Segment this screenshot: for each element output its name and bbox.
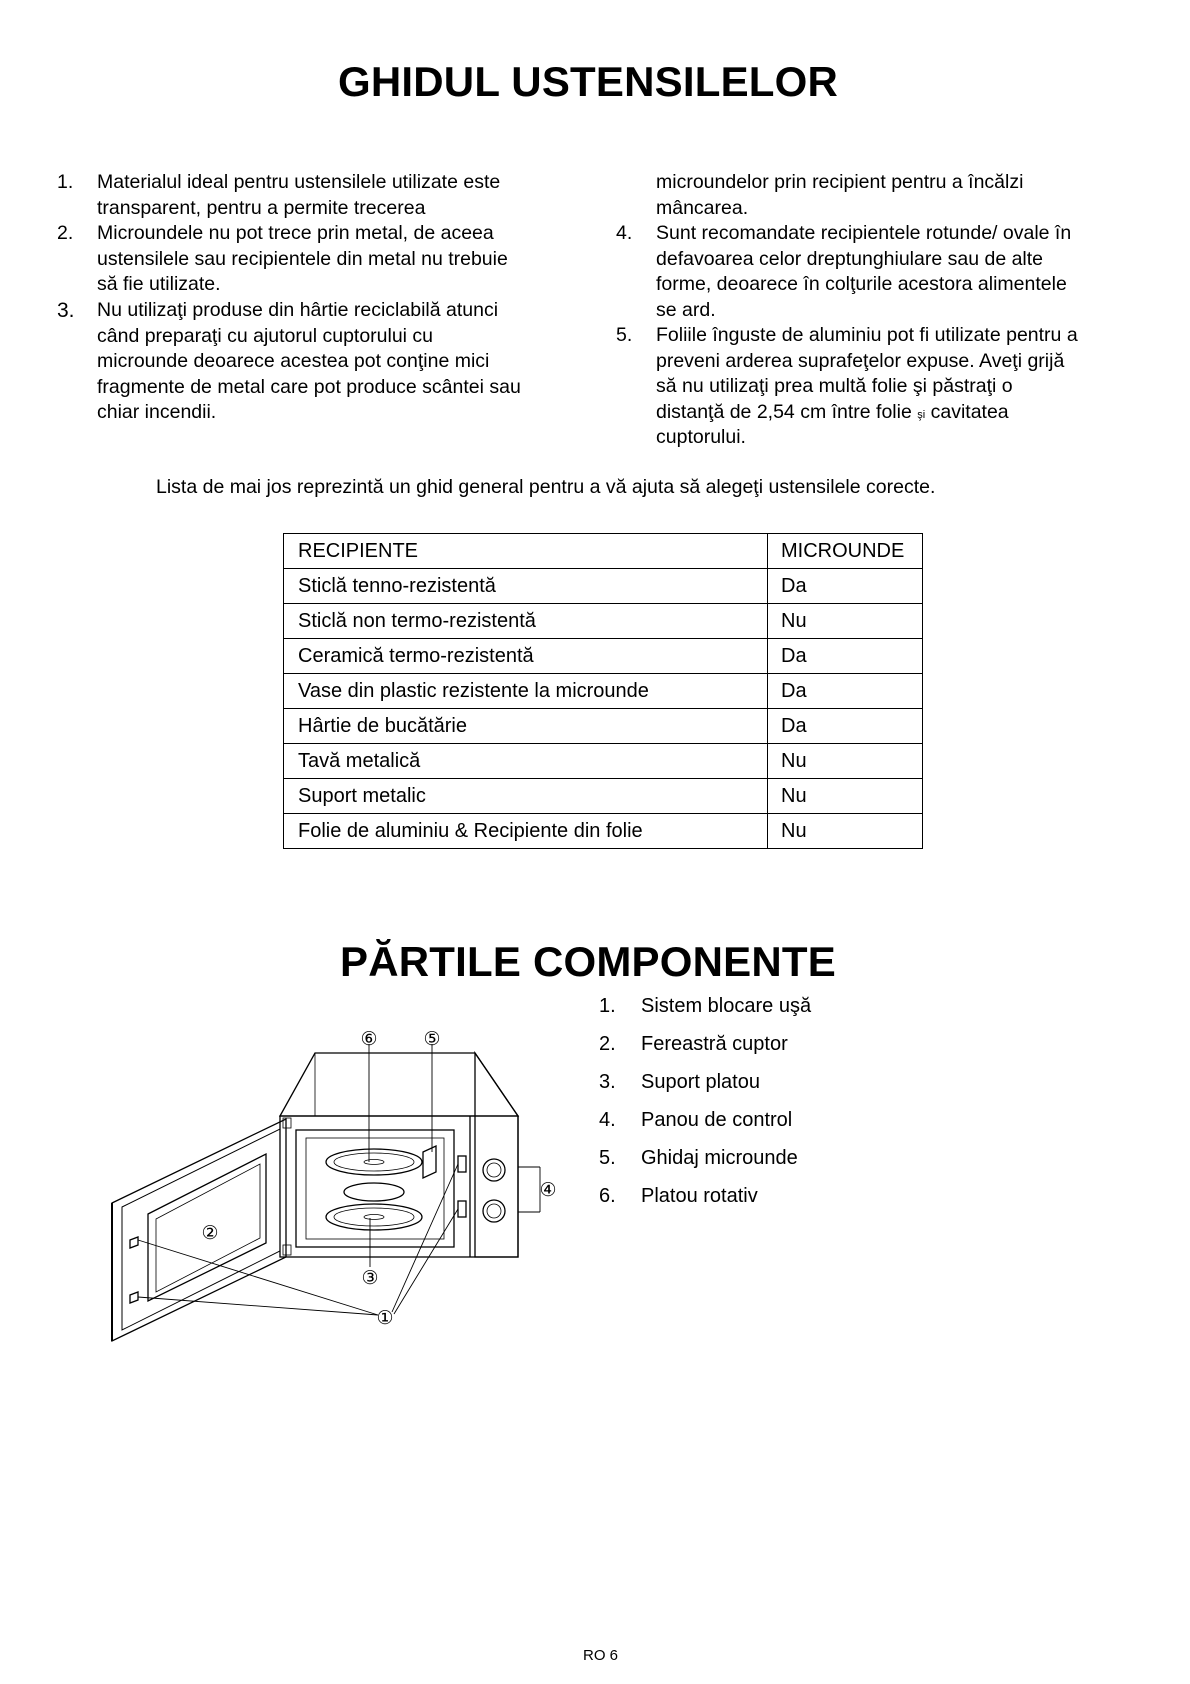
table-row: [284, 814, 923, 849]
guide-item-line: Sunt recomandate recipientele rotunde/ ovale în: [656, 222, 1072, 244]
part-number: 3.: [599, 1071, 616, 1093]
callout-5: ⑤: [423, 1028, 441, 1050]
microwave-diagram: [100, 1015, 570, 1345]
part-label: Ghidaj microunde: [641, 1147, 798, 1169]
guide-item-number: 2.: [57, 222, 74, 244]
part-label: Fereastră cuptor: [641, 1033, 788, 1055]
part-number: 2.: [599, 1033, 616, 1055]
guide-text-part: cavitatea: [925, 400, 1009, 423]
table-cell: Da: [768, 639, 923, 674]
part-label: Sistem blocare uşă: [641, 995, 812, 1017]
guide-item-line: se ard.: [656, 298, 716, 321]
door-lock-slot-top: [458, 1156, 466, 1172]
guide-item-line: cuptorului.: [656, 426, 746, 448]
guide-item-line: Foliile înguste de aluminiu pot fi utilizate pentru a: [656, 324, 1078, 346]
callout-1: ①: [376, 1307, 394, 1329]
part-label: Platou rotativ: [641, 1185, 758, 1207]
table-row: [284, 744, 923, 779]
microwave-top: [280, 1053, 518, 1116]
guide-item-line: să fie utilizate.: [97, 273, 221, 295]
table-header-row: [284, 534, 923, 569]
callout-4: ④: [539, 1179, 557, 1201]
guide-item-line: mâncarea.: [656, 196, 749, 219]
guide-item-line: transparent, pentru a permite trecerea: [97, 196, 426, 219]
table-cell: Folie de aluminiu & Recipiente din folie: [284, 814, 768, 849]
table-cell: Ceramică termo-rezistentă: [284, 639, 768, 674]
table-cell: Da: [768, 569, 923, 604]
table-cell: Tavă metalică: [284, 744, 768, 779]
table-row: [284, 779, 923, 814]
callout-2: ②: [201, 1222, 219, 1244]
guide-item-line: Nu utilizaţi produse din hârtie reciclabilă atunci: [97, 299, 499, 321]
part-label: Panou de control: [641, 1109, 793, 1131]
table-cell: Nu: [768, 744, 923, 779]
guide-item-line: preveni arderea suprafeţelor expuse. Aveţi grijă: [656, 349, 1065, 372]
table-header-cell: MICROUNDE: [768, 534, 923, 569]
page-number: RO 6: [583, 1647, 619, 1664]
part-number: 4.: [599, 1109, 616, 1131]
section-title: PĂRTILE COMPONENTE: [340, 938, 836, 985]
guide-item-number: 5.: [616, 324, 633, 346]
table-cell: Sticlă non termo-rezistentă: [284, 604, 768, 639]
guide-item-line: microundelor prin recipient pentru a încălzi: [656, 171, 1024, 193]
part-number: 1.: [599, 995, 616, 1017]
control-knob-bottom: [483, 1200, 505, 1222]
table-cell: Hârtie de bucătărie: [284, 709, 768, 744]
guide-item-line: ustensilele sau recipientele din metal nu trebuie: [97, 247, 508, 270]
guide-item-line: când preparaţi cu ajutorul cuptorului cu: [97, 324, 434, 347]
table-cell: Da: [768, 674, 923, 709]
waveguide-cover: [423, 1146, 436, 1178]
door-latch-top: [130, 1237, 138, 1248]
guide-item-line: forme, deoarece în colţurile acestora alimentele: [656, 273, 1067, 295]
part-number: 6.: [599, 1185, 616, 1207]
guide-text-part: distanţă de 2,54 cm între folie: [656, 400, 918, 423]
guide-intro: Lista de mai jos reprezintă un ghid general pentru a vă ajuta să alegeţi ustensilele corecte.: [156, 476, 936, 498]
door-lock-slot-bottom: [458, 1201, 466, 1217]
page-title: GHIDUL USTENSILELOR: [338, 58, 839, 105]
door-latch-bottom: [130, 1292, 138, 1303]
table-header-cell: RECIPIENTE: [284, 534, 768, 569]
guide-item-number: 4.: [616, 222, 633, 244]
guide-item-line: chiar incendii.: [97, 401, 217, 423]
table-row: [284, 709, 923, 744]
guide-item-number: 3.: [57, 299, 75, 322]
guide-item-line: microunde deoarece acestea pot conţine mici: [97, 350, 490, 372]
guide-item-line: Materialul ideal pentru ustensilele utilizate este: [97, 171, 501, 193]
guide-item-line: să nu utilizaţi prea multă folie şi păstraţi o: [656, 375, 1013, 397]
table-cell: Da: [768, 709, 923, 744]
table-cell: Sticlă tenno-rezistentă: [284, 569, 768, 604]
utensils-table: [283, 533, 923, 849]
table-cell: Vase din plastic rezistente la microunde: [284, 674, 768, 709]
table-cell: Nu: [768, 604, 923, 639]
callout-6: ⑥: [360, 1028, 378, 1050]
table-row: [284, 604, 923, 639]
table-row: [284, 639, 923, 674]
table-cell: Suport metalic: [284, 779, 768, 814]
part-number: 5.: [599, 1147, 616, 1169]
table-cell: Nu: [768, 779, 923, 814]
control-knob-top: [483, 1159, 505, 1181]
guide-item-line: defavoarea celor dreptunghiulare sau de alte: [656, 247, 1044, 270]
part-label: Suport platou: [641, 1071, 760, 1093]
table-row: [284, 674, 923, 709]
microwave-side: [475, 1053, 518, 1257]
roller-ring: [344, 1183, 404, 1201]
guide-item-line: [656, 400, 1009, 429]
guide-item-number: 1.: [57, 171, 74, 193]
guide-text-small: şi: [917, 408, 926, 421]
guide-item-line: fragmente de metal care pot produce scântei sau: [97, 375, 521, 398]
table-row: [284, 569, 923, 604]
guide-item-line: Microundele nu pot trece prin metal, de aceea: [97, 222, 494, 244]
table-cell: Nu: [768, 814, 923, 849]
callout-3: ③: [361, 1267, 379, 1289]
